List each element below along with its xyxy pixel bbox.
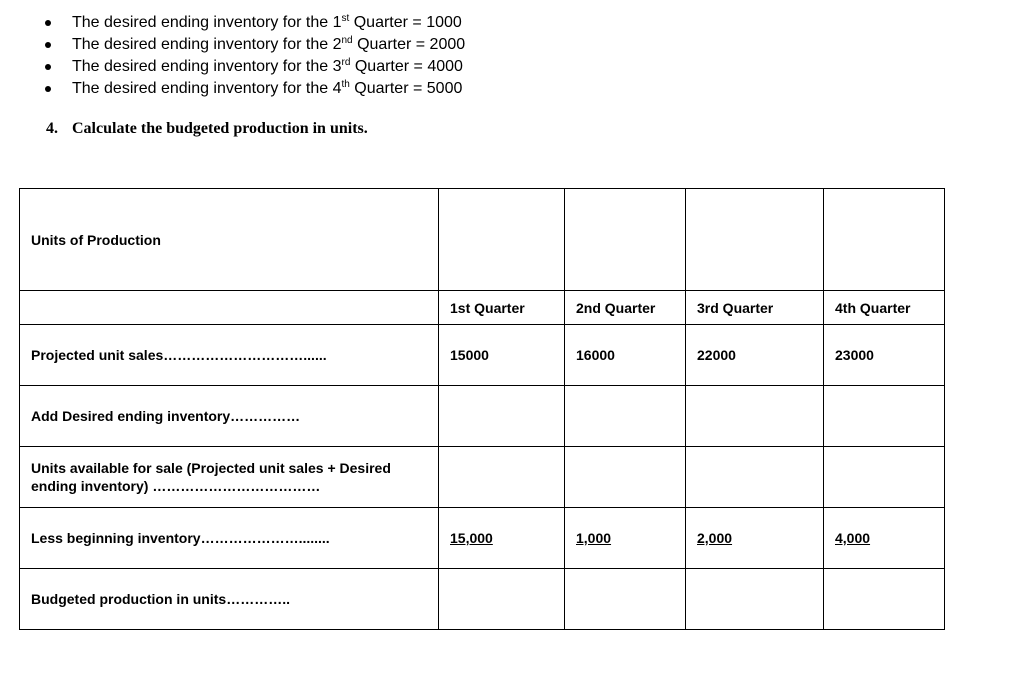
table-cell: [565, 569, 686, 630]
row-label: Units available for sale (Projected unit sales + Desired ending inventory) ………………………………: [20, 447, 439, 508]
table-row: [20, 569, 945, 630]
table-cell: [565, 447, 686, 508]
table-cell: [439, 386, 565, 447]
table-cell: [824, 189, 945, 291]
row-label: Less beginning inventory…………………........: [20, 508, 439, 569]
bullet-item: The desired ending inventory for the 3rd Quarter = 4000: [0, 56, 465, 78]
row-label: Budgeted production in units…………..: [20, 569, 439, 630]
table-row: [20, 325, 945, 386]
table-row: [20, 291, 945, 325]
question-number: 4.: [46, 120, 58, 137]
bullet-item: The desired ending inventory for the 1st Quarter = 1000: [0, 12, 465, 34]
row-label: Projected unit sales…………………………......: [20, 325, 439, 386]
row-label: Add Desired ending inventory……………: [20, 386, 439, 447]
bullet-item: The desired ending inventory for the 2nd Quarter = 2000: [0, 34, 465, 56]
table-row: [20, 386, 945, 447]
table-cell: 1,000: [565, 508, 686, 569]
table-cell: 4,000: [824, 508, 945, 569]
table-cell: [824, 569, 945, 630]
table-cell: 23000: [824, 325, 945, 386]
table-cell: [439, 569, 565, 630]
table-row: [20, 189, 945, 291]
table-cell: [20, 291, 439, 325]
inventory-bullet-list: [0, 12, 465, 100]
bullet-dot-icon: [45, 42, 51, 48]
table-cell: [439, 447, 565, 508]
question-text: Calculate the budgeted production in units.: [72, 120, 368, 137]
table-cell: 15,000: [439, 508, 565, 569]
table-cell: [686, 386, 824, 447]
table-cell: [565, 189, 686, 291]
bullet-item: The desired ending inventory for the 4th Quarter = 5000: [0, 78, 465, 100]
table-cell: [686, 447, 824, 508]
quarter-header: 3rd Quarter: [686, 291, 824, 325]
table-cell: 16000: [565, 325, 686, 386]
table-row: [20, 447, 945, 508]
quarter-header: 2nd Quarter: [565, 291, 686, 325]
table-cell: 15000: [439, 325, 565, 386]
bullet-dot-icon: [45, 86, 51, 92]
table-cell: [686, 189, 824, 291]
table-row: [20, 508, 945, 569]
table-title: Units of Production: [20, 189, 439, 291]
bullet-dot-icon: [45, 20, 51, 26]
table-cell: 2,000: [686, 508, 824, 569]
table-cell: 22000: [686, 325, 824, 386]
bullet-dot-icon: [45, 64, 51, 70]
table-cell: [686, 569, 824, 630]
quarter-header: 4th Quarter: [824, 291, 945, 325]
table-cell: [565, 386, 686, 447]
quarter-header: 1st Quarter: [439, 291, 565, 325]
table-cell: [439, 189, 565, 291]
production-table: [19, 188, 945, 630]
question-heading: [46, 120, 368, 138]
table-cell: [824, 386, 945, 447]
table-cell: [824, 447, 945, 508]
